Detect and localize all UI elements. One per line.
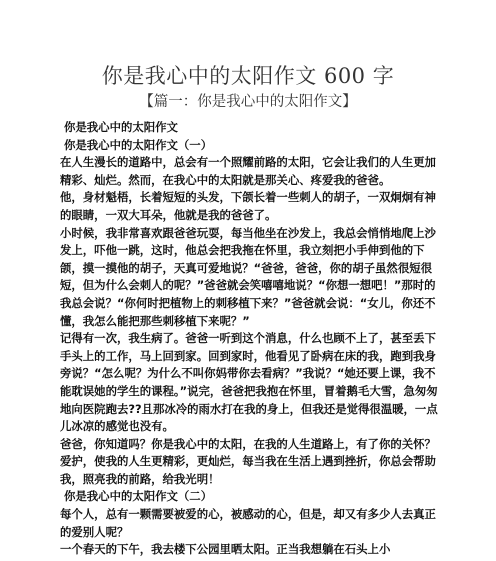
heading-main: 你是我心中的太阳作文 [64,120,178,134]
paragraph: 他，身材魁梧，长着短短的头发，下颌长着一些刺人的胡子，一双炯炯有神的眼睛，一双大耳朵，他就是我的爸爸了。 [60,190,436,222]
document-subtitle: 【篇一：你是我心中的太阳作文】 [139,94,357,110]
paragraph: 一个春天的下午，我去楼下公园里晒太阳。正当我想躺在石头上小 [60,542,391,557]
paragraph: 记得有一次，我生病了。爸爸一听到这个消息，什么也顾不上了，甚至丢下手头上的工作，马上回到家。回到家时，他看见了卧病在床的我，跑到我身旁说？“怎么呢？为什么不叫你妈带你去看病？”我说？“她还要上课，我不能耽误她的学生的课程。”说完，爸爸把我抱在怀里，冒着鹅毛大雪，急匆匆地向医院跑去??且那冰冷的雨水打在我的身上，但我还是觉得很温暖，一点儿冰凉的感觉也没有。 [60,331,438,434]
heading-part-2: 你是我心中的太阳作文（二） [64,489,213,504]
paragraph: 在人生漫长的道路中，总会有一个照耀前路的太阳，它会让我们的人生更加精彩、灿烂。然而，在我心中的太阳就是那关心、疼爱我的爸爸。 [60,155,436,187]
document-body [60,119,440,559]
paragraph: 每个人，总有一颗需要被爱的心，被感动的心，但是，却又有多少人去真正的爱别人呢？ [60,507,436,539]
heading-part-1: 你是我心中的太阳作文（一） [64,137,213,152]
document-title: 你是我心中的太阳作文 600 字 [101,64,395,88]
paragraph: 小时候，我非常喜欢跟爸爸玩耍，每当他坐在沙发上，我总会悄悄地爬上沙发上，吓他一跳，这时，他总会把我拖在怀里，我立刻把小手伸到他的下颌，摸一摸他的胡子，天真可爱地说？“爸爸，爸爸，你的胡子虽然很短很短，但为什么会刺人的呢？”爸爸就会笑嘻嘻地说？“你想一想吧！”那时的我总会说？“你何时把植物上的刺移植下来？”爸爸就会说：“女儿，你还不懂，我怎么能把那些刺移植下来呢？” [60,225,436,328]
paragraph: 爸爸，你知道吗？你是我心中的太阳，在我的人生道路上，有了你的关怀？爱护，使我的人生更精彩，更灿烂，每当我在生活上遇到挫折，你总会帮助我，照亮我的前路，给我光明！ [60,436,436,486]
